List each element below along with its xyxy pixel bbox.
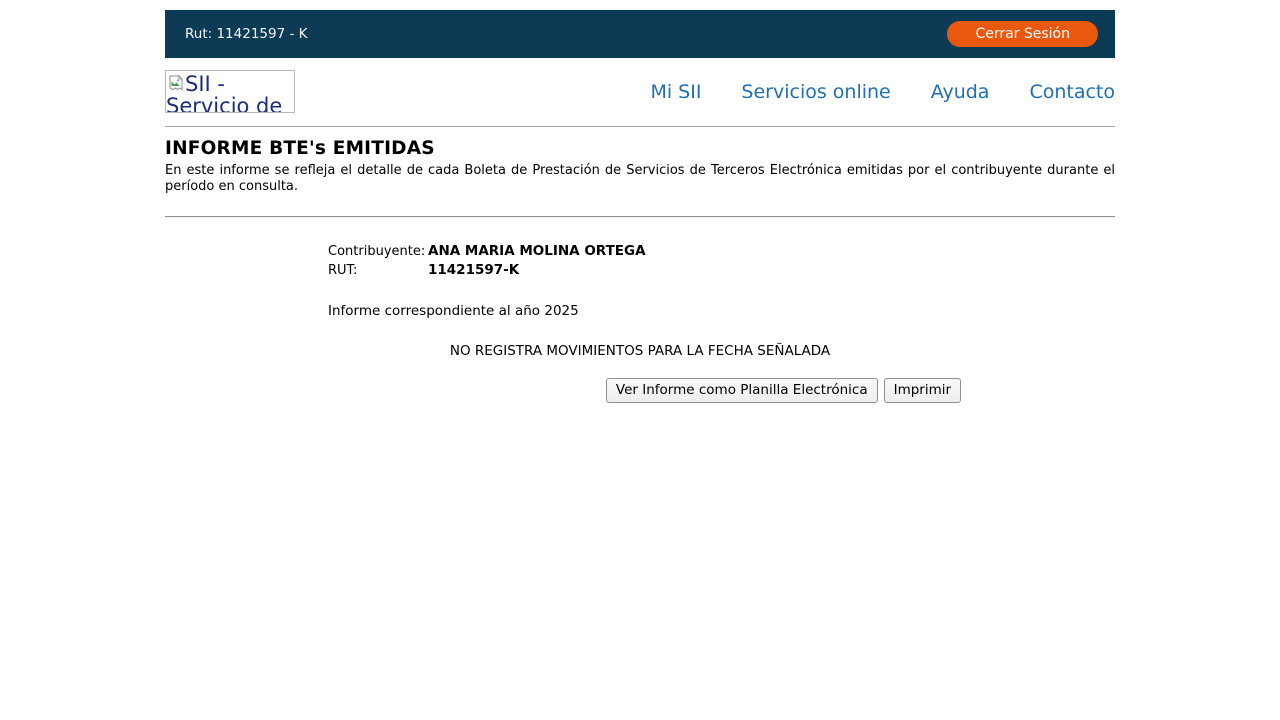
- nav-link-ayuda[interactable]: Ayuda: [930, 80, 990, 103]
- print-button[interactable]: Imprimir: [884, 378, 961, 403]
- session-rut-text: Rut: 11421597 - K: [185, 26, 308, 42]
- logout-button[interactable]: Cerrar Sesión: [947, 21, 1098, 47]
- nav-link-mi-sii[interactable]: Mi SII: [650, 80, 702, 103]
- rut-value: 11421597-K: [428, 262, 520, 278]
- taxpayer-row: [328, 242, 1115, 261]
- rut-label: RUT:: [328, 263, 358, 278]
- rut-row: [328, 261, 1115, 280]
- main-nav: [650, 81, 1115, 103]
- taxpayer-name: ANA MARIA MOLINA ORTEGA: [428, 243, 646, 259]
- broken-image-icon: [168, 73, 184, 89]
- actions-row: [165, 378, 1115, 403]
- nav-link-servicios-online[interactable]: Servicios online: [741, 80, 891, 103]
- taxpayer-label: Contribuyente:: [328, 244, 426, 259]
- period-line: Informe correspondiente al año 2025: [328, 303, 579, 319]
- page-title: INFORME BTE's EMITIDAS: [165, 138, 435, 159]
- main-nav-row: [165, 70, 1115, 113]
- no-records-message: NO REGISTRA MOVIMIENTOS PARA LA FECHA SEÑALADA: [449, 343, 831, 359]
- content-container: [165, 10, 1115, 403]
- report-description: En este informe se refleja el detalle de cada Boleta de Prestación de Servicios de Terceros Electrónica emitidas por el contribuyente durante el período en consulta.: [165, 163, 1115, 194]
- logo-alt-text: SII - Servicio de: [166, 72, 283, 113]
- sii-logo-link[interactable]: [165, 70, 295, 113]
- section-divider: [165, 216, 1115, 218]
- session-bar: [165, 10, 1115, 58]
- nav-link-contacto[interactable]: Contacto: [1029, 80, 1115, 103]
- header-divider: [165, 126, 1115, 127]
- view-spreadsheet-button[interactable]: Ver Informe como Planilla Electrónica: [606, 378, 878, 403]
- taxpayer-info: [165, 242, 1115, 319]
